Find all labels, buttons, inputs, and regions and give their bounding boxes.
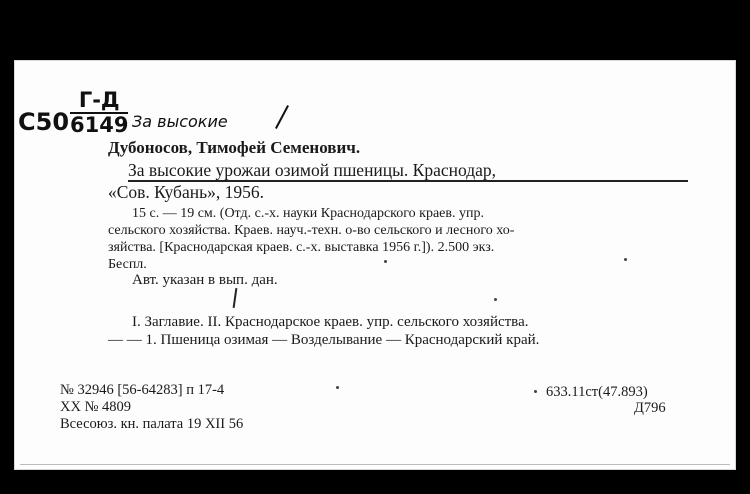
footer-chamber-date: Всесоюз. кн. палата 19 XII 56 [60,416,244,432]
description-line-4: Беспл. [108,257,147,272]
tracing-line-1: I. Заглавие. II. Краснодарское краев. упр. сельского хозяйства. [132,314,529,330]
speck [384,260,387,263]
footer-record-number: № 32946 [56-64283] п 17-4 [60,382,225,398]
speck [624,258,627,261]
handwritten-slash [275,105,289,129]
title-line-2: «Сов. Кубань», 1956. [108,182,264,202]
handwritten-note: За высокие [132,112,228,131]
note-line: Авт. указан в вып. дан. [132,272,278,288]
footer-series-number: XX № 4809 [60,399,132,415]
card-bottom-edge [20,464,730,465]
author-heading: Дубоносов, Тимофей Семенович. [108,138,361,157]
speck [336,386,339,389]
description-line-3: зяйства. [Краснодарская краев. с.-х. выставка 1956 г.]). 2.500 экз. [108,240,495,255]
call-fraction-bottom: 6149 [70,113,129,137]
footer-classification: 633.11ст(47.893) [546,384,648,400]
pen-mark [233,288,238,308]
speck [534,390,537,393]
call-fraction-top: Г-Д [70,88,128,114]
tracing-line-2: — — 1. Пшеница озимая — Возделывание — Краснодарский край. [108,332,540,348]
description-line-1: 15 с. — 19 см. (Отд. с.-х. науки Краснодарского краев. упр. [132,206,485,221]
call-fraction [70,88,128,136]
speck [494,298,497,301]
description-line-2: сельского хозяйства. Краев. науч.-техн. о-во сельского и лесного хо- [108,223,515,238]
catalog-card [14,60,736,470]
call-number: С50 [18,108,70,136]
footer-author-mark: Д796 [634,400,666,416]
title-line-1: За высокие урожаи озимой пшеницы. Краснодар, [128,160,497,180]
